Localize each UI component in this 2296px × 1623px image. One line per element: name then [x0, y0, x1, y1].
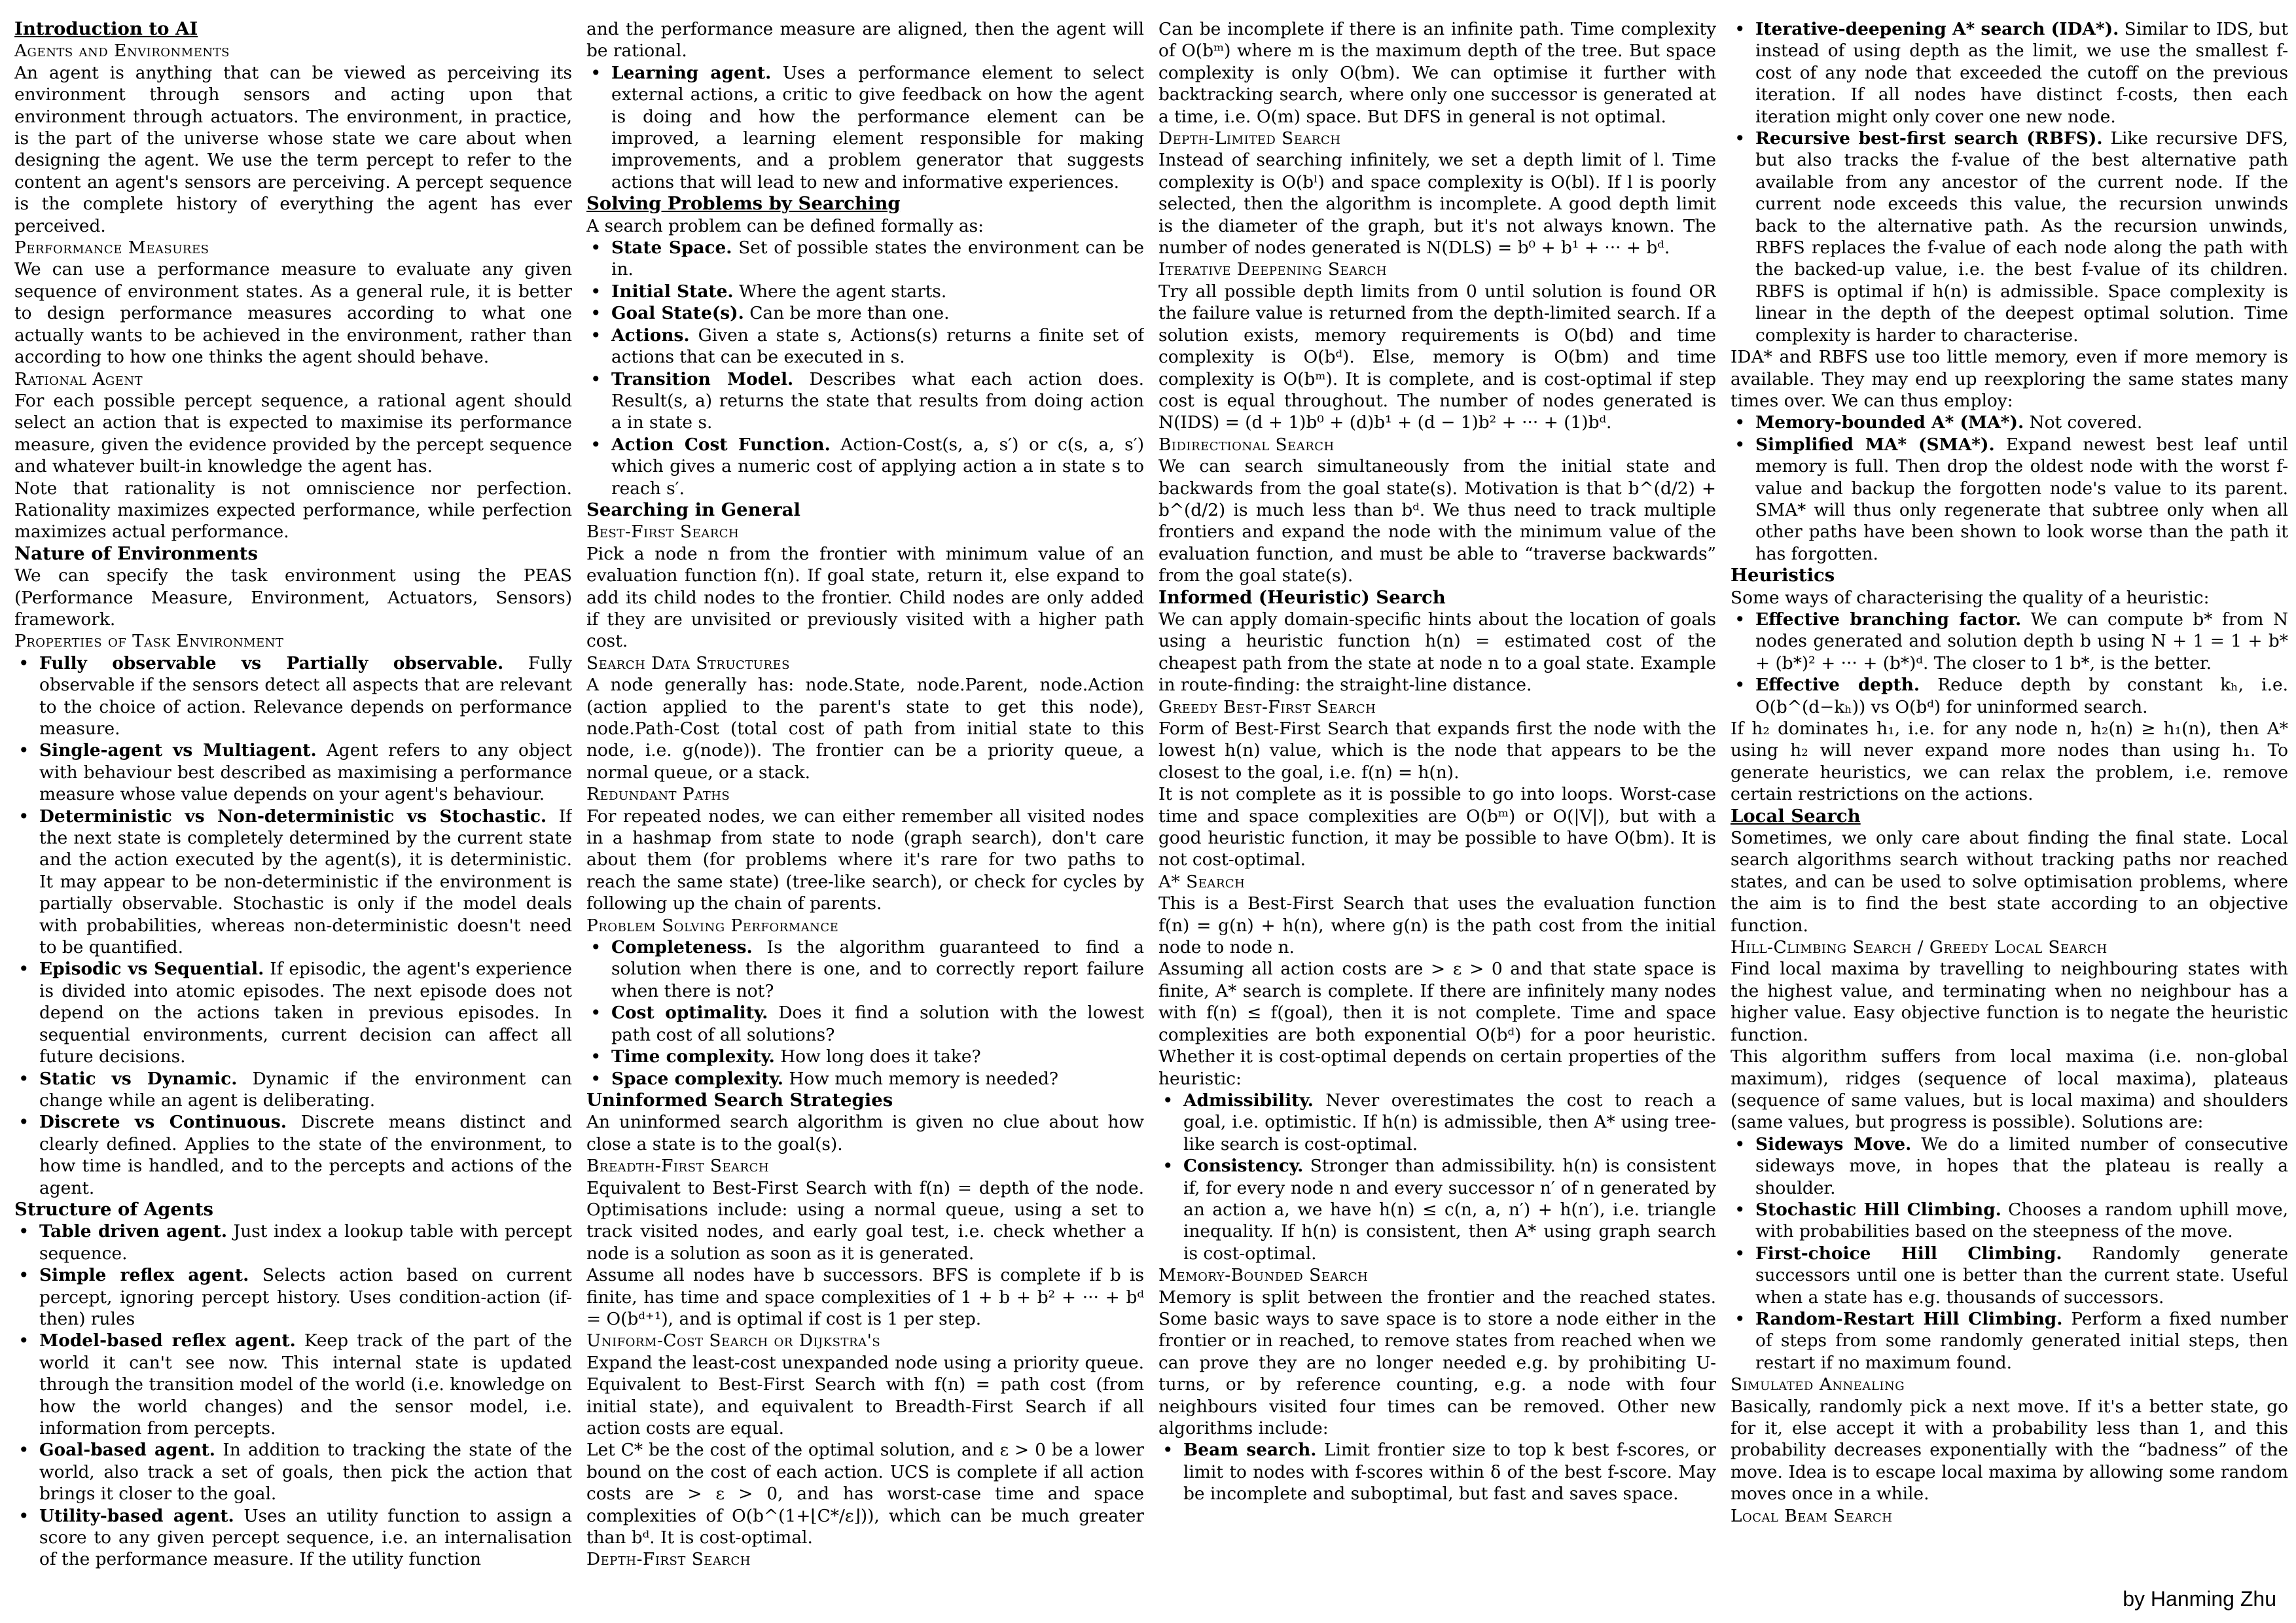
bullet-text: Stronger than admissibility. h(n) is consistent if, for every node n and every successor n′ of n generated by an action a, we have h(n) ≤ c(n, a, n′) + h(n′), i.e. triangle inequality. If h(n) is consistent, then A* using graph search is cost-optimal. [1183, 1156, 1716, 1264]
bullet-text: Dynamic if the environment can change while an agent is deliberating. [39, 1068, 572, 1111]
bullet-term: Effective branching factor. [1755, 609, 2022, 630]
paragraph: and the performance measure are aligned, then the agent will be rational. [586, 19, 1144, 62]
bullet-term: Goal-based agent. [39, 1440, 215, 1461]
author-credit: by Hanming Zhu [2123, 1587, 2276, 1611]
bullet-item [1731, 1243, 2288, 1308]
paragraph: Memory is split between the frontier and the reached states. Some basic ways to save space is to store a node either in the frontier or in reached, to remove states from reached when we can prove they are no longer needed e.g. by prohibiting U-turns, or by reference counting, e.g. a node with four neighbours visited four times can be removed. Other new algorithms include: [1158, 1287, 1716, 1438]
bullet-item [1731, 1308, 2288, 1374]
bullet-item [1731, 609, 2288, 674]
bullet-text: Agent refers to any object with behaviour best described as maximising a performance measure whose value depends on your agent's behaviour. [39, 740, 572, 805]
bullet-term: Learning agent. [611, 62, 772, 83]
paragraph: An uninformed search algorithm is given no clue about how close a state is to the goal(s). [586, 1112, 1144, 1154]
bullet-text: Uses an utility function to assign a score to any given percept sequence, i.e. an internalisation of the performance measure. If the utility function [39, 1505, 572, 1570]
topic-heading: Best-First Search [586, 522, 740, 543]
paragraph: Form of Best-First Search that expands first the node with the lowest h(n) value, which is the node that appears to be the closest to the goal, i.e. f(n) = h(n). [1158, 719, 1716, 783]
bullet-term: Transition Model. [611, 368, 794, 389]
bullet-text: Expand newest best leaf until memory is full. Then drop the oldest node with the worst f-value and backup the forgotten node's value to its parent. SMA* will thus only regenerate that subtree only when all other paths have been shown to look worse than the path it has forgotten. [1755, 434, 2288, 564]
paragraph: Expand the least-cost unexpanded node using a priority queue. Equivalent to Best-First Search with f(n) = path cost (from initial state), and equivalent to Breadth-First Search if all action costs are equal. [586, 1352, 1144, 1438]
bullet-text: Perform a fixed number of steps from some randomly generated initial steps, then restart if no maximum found. [1755, 1308, 2288, 1373]
bullet-list [586, 237, 1144, 499]
paragraph: We can specify the task environment using the PEAS (Performance Measure, Environment, Actuators, Sensors) framework. [14, 565, 572, 630]
bullet-item [1158, 1155, 1716, 1264]
topic-heading: Memory-Bounded Search [1158, 1265, 1369, 1286]
topic-heading: Depth-Limited Search [1158, 128, 1341, 149]
bullet-term: Admissibility. [1183, 1090, 1314, 1111]
bullet-item [586, 368, 1144, 434]
topic-heading: Iterative Deepening Search [1158, 259, 1388, 280]
paragraph: IDA* and RBFS use too little memory, even if more memory is available. They may end up reexploring the same states many times over. We can thus employ: [1731, 347, 2288, 411]
topic-heading: Uniform-Cost Search or Dijkstra's [586, 1330, 881, 1351]
bullet-term: Consistency. [1183, 1156, 1304, 1177]
bullet-text: Just index a lookup table with percept sequence. [39, 1221, 572, 1264]
paragraph: This algorithm suffers from local maxima (i.e. non-global maximum), ridges (sequence of local maxima), plateaus (sequence of same values, but is local maxima) and shoulders (same values, but progress is possible). Solutions are: [1731, 1046, 2288, 1133]
subsection-heading: Searching in General [586, 499, 800, 520]
bullet-text: In addition to tracking the state of the world, also track a set of goals, then pick the action that brings it closer to the goal. [39, 1440, 572, 1505]
bullet-item [1731, 18, 2288, 128]
section-heading: Introduction to AI [14, 18, 198, 39]
paragraph: Note that rationality is not omniscience nor perfection. Rationality maximizes expected performance, while perfection maximizes actual performance. [14, 478, 572, 543]
bullet-term: Cost optimality. [611, 1003, 768, 1024]
bullet-term: Deterministic vs Non-deterministic vs Stochastic. [39, 806, 547, 827]
topic-heading: Search Data Structures [586, 652, 790, 673]
topic-heading: Greedy Best-First Search [1158, 696, 1376, 717]
bullet-list [14, 1221, 572, 1571]
topic-heading: Redundant Paths [586, 784, 730, 805]
bullet-text: We can compute b* from N nodes generated and solution depth b using N + 1 = 1 + b* + (b*)² + ··· + (b*)ᵈ. The closer to 1 b*, is the better. [1755, 609, 2288, 673]
bullet-term: Beam search. [1183, 1440, 1317, 1461]
bullet-item [1731, 1199, 2288, 1243]
bullet-term: Initial State. [611, 281, 734, 302]
bullet-item [14, 1264, 572, 1330]
bullet-list [14, 652, 572, 1199]
subsection-heading: Nature of Environments [14, 543, 258, 564]
bullet-term: Fully observable vs Partially observable. [39, 652, 504, 673]
bullet-text: How long does it take? [774, 1046, 981, 1067]
bullet-text: If the next state is completely determined by the current state and the action executed by the agent(s), it is deterministic. It may appear to be non-deterministic if the environment is partially observable. Stochastic is only if the model deals with probabilities, whereas non-deterministic doesn't need to be quantified. [39, 806, 572, 958]
bullet-term: Stochastic Hill Climbing. [1755, 1199, 2001, 1220]
bullet-term: Single-agent vs Multiagent. [39, 740, 317, 761]
bullet-item [1158, 1439, 1716, 1505]
bullet-item [586, 62, 1144, 193]
subsection-heading: Structure of Agents [14, 1198, 214, 1220]
bullet-text: Similar to IDS, but instead of using depth as the limit, we use the smallest f-cost of any node that exceeded the cutoff on the previous iteration. If all nodes have distinct f-costs, then each iteration might only cover one new node. [1755, 19, 2288, 127]
bullet-text: Where the agent starts. [733, 281, 947, 302]
paragraph: A node generally has: node.State, node.Parent, node.Action (action applied to the parent's state to get this node), node.Path-Cost (total cost of path from initial state to this node, i.e. g(node)). The frontier can be a priority queue, a normal queue, or a stack. [586, 675, 1144, 783]
subsection-heading: Uninformed Search Strategies [586, 1089, 893, 1111]
bullet-item [1731, 434, 2288, 565]
bullet-text: Describes what each action does. Result(s, a) returns the state that results from doing action a in state s. [611, 368, 1144, 433]
bullet-item [586, 237, 1144, 281]
bullet-list [1158, 1439, 1716, 1505]
bullet-list [586, 62, 1144, 193]
paragraph: Assuming all action costs are > ε > 0 and that state space is finite, A* search is complete. If there are infinitely many nodes with f(n) ≤ f(goal), then it is not complete. Time and space complexities are both exponential O(bᵈ) for a poor heuristic. Whether it is cost-optimal depends on certain properties of the heuristic: [1158, 959, 1716, 1089]
bullet-item [586, 325, 1144, 368]
paragraph: Let C* be the cost of the optimal solution, and ε > 0 be a lower bound on the cost of each action. UCS is complete if all action costs are > ε > 0, and has worst-case time and space complexities of O(b^(1+⌊C*/ε⌋)), which can be much greater than bᵈ. It is cost-optimal. [586, 1440, 1144, 1548]
bullet-term: Static vs Dynamic. [39, 1068, 238, 1089]
bullet-text: Uses a performance element to select external actions, a critic to give feedback on how the agent is doing and how the performance element can be improved, a learning element responsible for making improvements, and a problem generator that suggests actions that will lead to new and informative experiences. [611, 62, 1144, 192]
bullet-text: We do a limited number of consecutive sideways move, in hopes that the plateau is really a shoulder. [1755, 1133, 2288, 1198]
paragraph: It is not complete as it is possible to go into loops. Worst-case time and space complexities are O(bᵐ) or O(|V|), but with a good heuristic function, it may be possible to have O(bm). It is not cost-optimal. [1158, 784, 1716, 870]
bullet-text: Not covered. [2024, 412, 2143, 433]
bullet-text: Is the algorithm guaranteed to find a solution when there is one, and to correctly report failure when there is not? [611, 937, 1144, 1001]
topic-heading: Depth-First Search [586, 1549, 751, 1570]
cheatsheet-page [14, 18, 2288, 1615]
bullet-item [14, 1068, 572, 1112]
bullet-item [586, 1002, 1144, 1046]
paragraph: This is a Best-First Search that uses the evaluation function f(n) = g(n) + h(n), where g(n) is the path cost from the initial node to node n. [1158, 893, 1716, 958]
bullet-term: Completeness. [611, 937, 753, 958]
bullet-term: Memory-bounded A* (MA*). [1755, 412, 2024, 433]
paragraph: For repeated nodes, we can either remember all visited nodes in a hashmap from state to node (graph search), don't care about them (for problems where it's rare for two paths to reach the same state) (tree-like search), or check for cycles by following up the chain of parents. [586, 806, 1144, 914]
bullet-text: Discrete means distinct and clearly defined. Applies to the state of the environment, to how time is handled, and to the percepts and actions of the agent. [39, 1112, 572, 1198]
bullet-text: Randomly generate successors until one is better than the current state. Useful when a state has e.g. thousands of successors. [1755, 1243, 2288, 1308]
bullet-text: Set of possible states the environment can be in. [611, 238, 1144, 280]
topic-heading: A* Search [1158, 871, 1246, 892]
paragraph: An agent is anything that can be viewed as perceiving its environment through sensors and acting upon that environment through actuators. The environment, in practice, is the part of the universe whose state we care about when designing the agent. We use the term percept to refer to the content an agent's sensors are perceiving. A percept sequence is the complete history of everything the agent has ever perceived. [14, 62, 572, 236]
paragraph: We can search simultaneously from the initial state and backwards from the goal state(s). Motivation is that b^(d/2) + b^(d/2) is much less than bᵈ. We thus need to track multiple frontiers and expand the node with the minimum value of the evaluation function, and must be able to “traverse backwards” from the goal state(s). [1158, 456, 1716, 586]
bullet-item [1158, 1090, 1716, 1155]
section-heading: Local Search [1731, 805, 1861, 827]
paragraph: If h₂ dominates h₁, i.e. for any node n, h₂(n) ≥ h₁(n), then A* using h₂ will never expand more nodes than using h₁. To generate heuristics, we can relax the problem, i.e. remove certain restrictions on the actions. [1731, 719, 2288, 805]
bullet-item [14, 806, 572, 959]
bullet-text: Can be more than one. [744, 303, 950, 324]
bullet-text: Does it find a solution with the lowest path cost of all solutions? [611, 1003, 1144, 1045]
bullet-item [14, 652, 572, 740]
column-3 [1158, 18, 1716, 1615]
bullet-item [14, 740, 572, 805]
paragraph: For each possible percept sequence, a rational agent should select an action that is expected to maximise its performance measure, given the evidence provided by the percept sequence and whatever built-in knowledge the agent has. [14, 390, 572, 477]
bullet-text: Never overestimates the cost to reach a goal, i.e. optimistic. If h(n) is admissible, then A* using tree-like search is cost-optimal. [1183, 1090, 1716, 1154]
topic-heading: Hill-Climbing Search / Greedy Local Search [1731, 937, 2108, 958]
bullet-term: Space complexity. [611, 1068, 783, 1089]
bullet-item [14, 1221, 572, 1264]
bullet-term: Table driven agent. [39, 1221, 228, 1242]
bullet-item [1731, 1133, 2288, 1199]
bullet-item [586, 302, 1144, 324]
topic-heading: Bidirectional Search [1158, 434, 1335, 455]
column-4 [1731, 18, 2288, 1615]
bullet-list [1731, 412, 2288, 565]
bullet-text: Selects action based on current percept, ignoring percept history. Uses condition-action (if-then) rules [39, 1265, 572, 1329]
bullet-item [586, 936, 1144, 1002]
bullet-text: Fully observable if the sensors detect all aspects that are relevant to the choice of action. Relevance depends on performance measure. [39, 652, 572, 739]
topic-heading: Performance Measures [14, 238, 209, 259]
topic-heading: Local Beam Search [1731, 1505, 1893, 1526]
topic-heading: Problem Solving Performance [586, 915, 839, 936]
bullet-item [1731, 412, 2288, 433]
bullet-term: Goal State(s). [611, 303, 744, 324]
paragraph: Sometimes, we only care about finding the final state. Local search algorithms search without tracking paths nor reached states, and can be used to solve optimisation problems, where the aim is to find the best state according to an objective function. [1731, 828, 2288, 936]
bullet-item [14, 1505, 572, 1571]
paragraph: Can be incomplete if there is an infinite path. Time complexity of O(bᵐ) where m is the maximum depth of the tree. But space complexity is only O(bm). We can optimise it further with backtracking search, where only one successor is generated at a time, i.e. O(m) space. But DFS in general is not optimal. [1158, 19, 1716, 127]
bullet-text: Chooses a random uphill move, with probabilities based on the steepness of the move. [1755, 1199, 2288, 1242]
bullet-term: Random-Restart Hill Climbing. [1755, 1308, 2063, 1329]
bullet-term: Utility-based agent. [39, 1505, 234, 1526]
paragraph: Equivalent to Best-First Search with f(n) = depth of the node. Optimisations include: using a normal queue, using a set to track visited nodes, and early goal test, i.e. check whether a node is a solution as soon as it is generated. [586, 1177, 1144, 1264]
paragraph: Some ways of characterising the quality of a heuristic: [1731, 587, 2210, 608]
bullet-term: Simplified MA* (SMA*). [1755, 434, 1995, 455]
bullet-item [586, 1068, 1144, 1090]
topic-heading: Properties of Task Environment [14, 631, 284, 652]
bullet-text: Reduce depth by constant kₕ, i.e. O(b^(d−kₕ)) vs O(bᵈ) for uninformed search. [1755, 675, 2288, 717]
bullet-text: Like recursive DFS, but also tracks the f-value of the best alternative path available from any ancestor of the current node. If the current node exceeds this value, the recursion unwinds back to the alternative path. As the recursion unwinds, RBFS replaces the f-value of each node along the path with the backed-up value, i.e. the best f-value of its children. RBFS is optimal if h(n) is admissible. Space complexity is linear in the depth of the deepest optimal solution. Time complexity is harder to characterise. [1755, 128, 2288, 346]
topic-heading: Agents and Environments [14, 41, 230, 62]
bullet-text: Keep track of the part of the world it can't see now. This internal state is updated through the transition model of the world (i.e. knowledge on how the world changes) and the sensor model, i.e. information from percepts. [39, 1330, 572, 1438]
paragraph: Assume all nodes have b successors. BFS is complete if b is finite, has time and space complexities of 1 + b + b² + ··· + bᵈ = O(bᵈ⁺¹), and is optimal if cost is 1 per step. [586, 1265, 1144, 1329]
column-2 [586, 18, 1144, 1615]
subsection-heading: Informed (Heuristic) Search [1158, 586, 1446, 608]
bullet-list [586, 936, 1144, 1090]
bullet-term: Effective depth. [1755, 675, 1920, 696]
bullet-term: Discrete vs Continuous. [39, 1112, 287, 1133]
bullet-text: If episodic, the agent's experience is divided into atomic episodes. The next episode does not depend on the actions taken in previous episodes. In sequential environments, current decision can affect all future decisions. [39, 959, 572, 1067]
paragraph: Pick a node n from the frontier with minimum value of an evaluation function f(n). If goal state, return it, else expand to add its child nodes to the frontier. Child nodes are only added if they are unvisited or previously visited with a higher path cost. [586, 543, 1144, 652]
bullet-item [586, 1046, 1144, 1067]
bullet-item [14, 1111, 572, 1199]
paragraph: We can apply domain-specific hints about the location of goals using a heuristic function h(n) = estimated cost of the cheapest path from the state at node n to a goal state. Example in route-finding: the straight-line distance. [1158, 609, 1716, 696]
bullet-item [14, 1439, 572, 1505]
topic-heading: Rational Agent [14, 368, 143, 389]
paragraph: Find local maxima by travelling to neighbouring states with the highest value, and terminating when no neighbour has a higher value. Easy objective function is to negate the heuristic function. [1731, 959, 2288, 1045]
bullet-item [14, 958, 572, 1067]
bullet-text: How much memory is needed? [783, 1068, 1059, 1089]
paragraph: Basically, randomly pick a next move. If it's a better state, go for it, else accept it with a probability less than 1, and this probability decreases exponentially with the “badness” of the move. Idea is to escape local maxima by allowing some random moves once in a while. [1731, 1396, 2288, 1505]
paragraph: A search problem can be defined formally as: [586, 215, 984, 236]
paragraph: We can use a performance measure to evaluate any given sequence of environment states. As a general rule, it is better to design performance measures according to what one actually wants to be achieved in the environment, rather than according to how one thinks the agent should behave. [14, 259, 572, 368]
paragraph: Try all possible depth limits from 0 until solution is found OR the failure value is returned from the depth-limited search. If a solution exists, memory requirements is O(bd) and time complexity is O(bᵈ). Else, memory is O(bm) and time complexity is O(bᵐ). It is complete, and is cost-optimal if step cost is equal throughout. The number of nodes generated is N(IDS) = (d + 1)b⁰ + (d)b¹ + (d − 1)b² + ··· + (1)bᵈ. [1158, 281, 1716, 433]
bullet-term: Recursive best-first search (RBFS). [1755, 128, 2103, 149]
topic-heading: Breadth-First Search [586, 1156, 770, 1177]
bullet-item [1731, 674, 2288, 718]
bullet-item [586, 281, 1144, 302]
bullet-list [1731, 1133, 2288, 1374]
bullet-item [586, 434, 1144, 499]
paragraph: Instead of searching infinitely, we set a depth limit of l. Time complexity is O(bˡ) and space complexity is O(bl). If l is poorly selected, then the algorithm is incomplete. A good depth limit is the diameter of the graph, but it's not always known. The number of nodes generated is N(DLS) = b⁰ + b¹ + ··· + bᵈ. [1158, 150, 1716, 259]
bullet-term: First-choice Hill Climbing. [1755, 1243, 2062, 1264]
bullet-item [14, 1330, 572, 1439]
column-1 [14, 18, 572, 1615]
bullet-term: Episodic vs Sequential. [39, 959, 264, 980]
bullet-text: Given a state s, Actions(s) returns a finite set of actions that can be executed in s. [611, 325, 1144, 368]
bullet-list [1731, 609, 2288, 718]
bullet-term: Model-based reflex agent. [39, 1330, 296, 1351]
bullet-term: Action Cost Function. [611, 434, 831, 455]
section-heading: Solving Problems by Searching [586, 193, 901, 215]
bullet-term: State Space. [611, 238, 732, 259]
bullet-text: Action-Cost(s, a, s′) or c(s, a, s′) which gives a numeric cost of applying action a in state s to reach s′. [611, 434, 1144, 499]
subsection-heading: Heuristics [1731, 565, 1835, 586]
bullet-term: Simple reflex agent. [39, 1265, 249, 1286]
bullet-term: Actions. [611, 325, 690, 346]
bullet-list [1158, 1090, 1716, 1264]
bullet-term: Iterative-deepening A* search (IDA*). [1755, 19, 2119, 39]
bullet-item [1731, 128, 2288, 346]
bullet-list [1731, 18, 2288, 346]
bullet-term: Sideways Move. [1755, 1133, 1912, 1154]
bullet-text: Limit frontier size to top k best f-scores, or limit to nodes with f-scores within δ of the best f-score. May be incomplete and suboptimal, but fast and saves space. [1183, 1440, 1716, 1505]
bullet-term: Time complexity. [611, 1046, 775, 1067]
topic-heading: Simulated Annealing [1731, 1374, 1905, 1395]
